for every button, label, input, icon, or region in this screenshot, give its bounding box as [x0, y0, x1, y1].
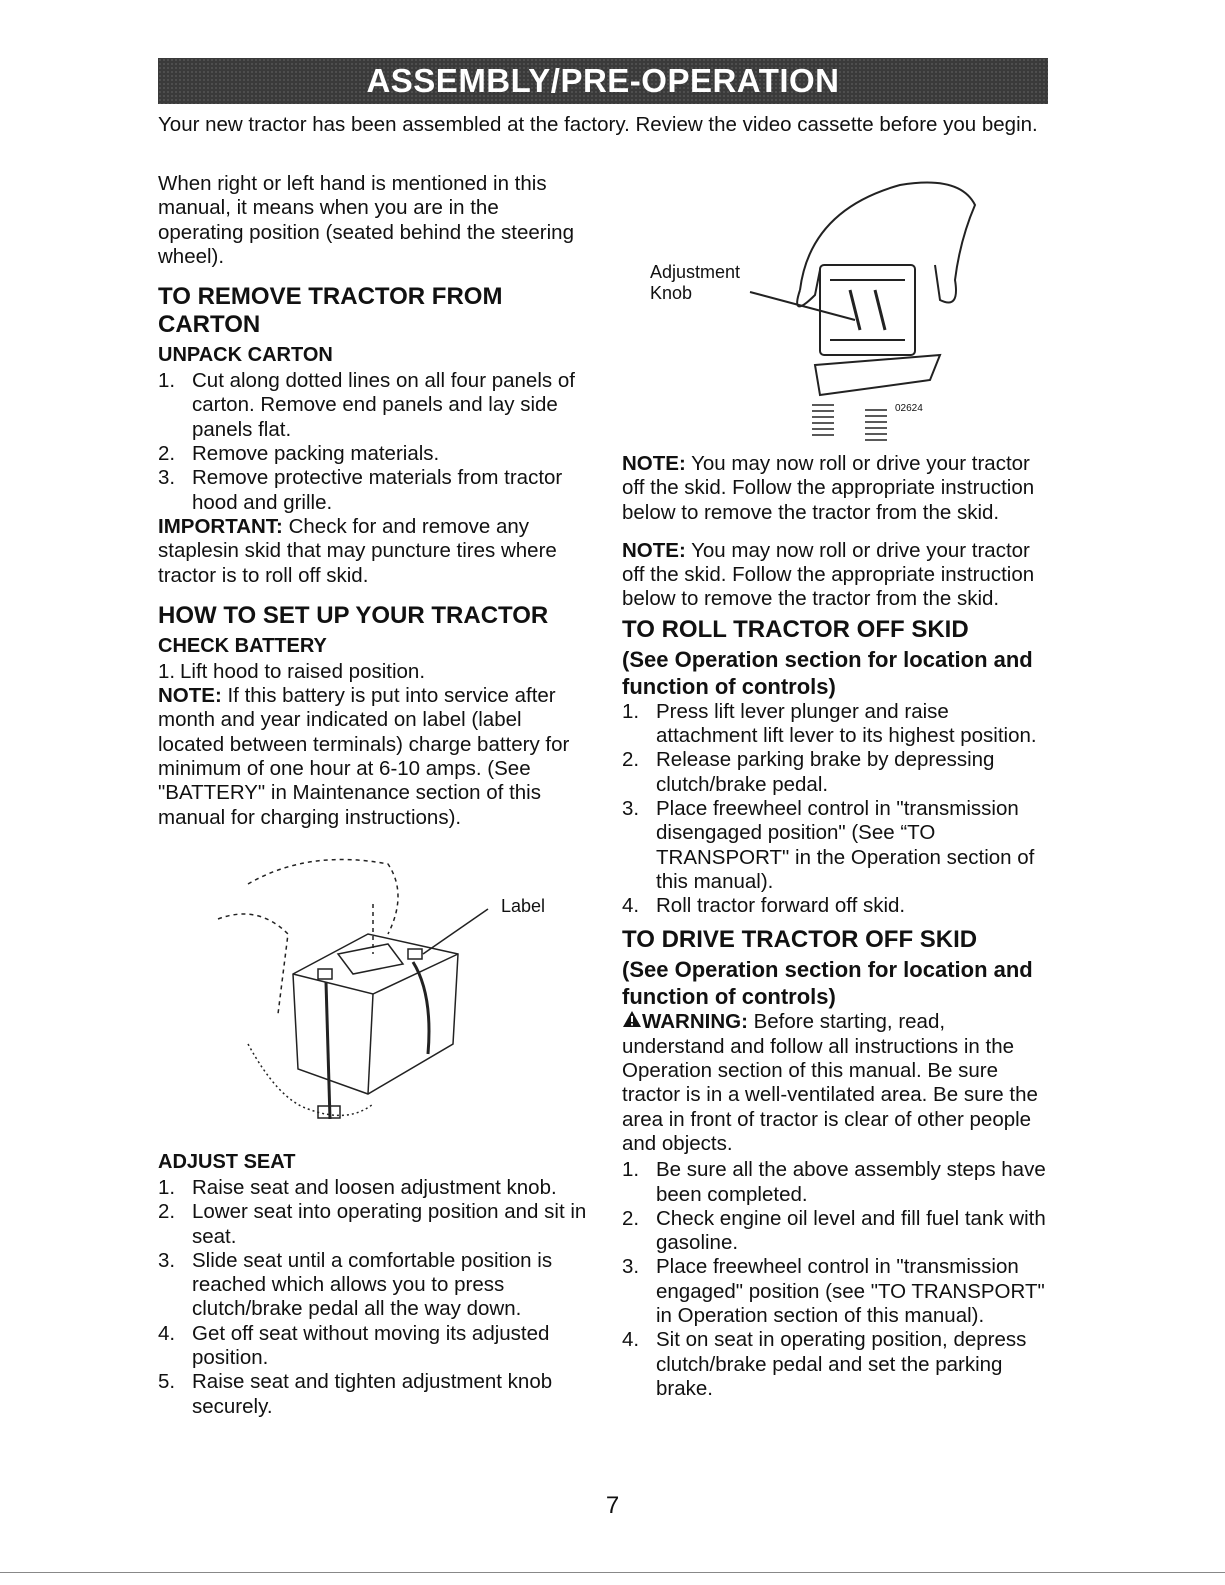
list-item: 3. Remove protective materials from tractor hood and grille. [158, 466, 563, 514]
warning-text: Before starting, read, understand and follow all instructions in the Operation section of this manual. Be sure tractor is in a well-ventilated area. Be sure the area in front of tractor is clear of other people and objects. [622, 1010, 1038, 1155]
note-text: You may now roll or drive your tractor off the skid. Follow the appropriate instruction below to remove the tractor from the skid. [622, 538, 1035, 611]
battery-label-callout: Label [501, 895, 546, 916]
setup-heading: HOW TO SET UP YOUR TRACTOR [158, 601, 549, 629]
warning [622, 1010, 1052, 1156]
figure-code: 02624 [895, 403, 923, 414]
remove-heading: TO REMOVE TRACTOR FROM CARTON [158, 283, 503, 339]
battery-note-label: NOTE: [158, 684, 222, 708]
important-note [158, 515, 588, 588]
note-text: You may now roll or drive your tractor off the skid. Follow the appropriate instruction below to remove the tractor from the skid. [622, 452, 1035, 524]
list-item: 2. Release parking brake by depressing clutch/brake pedal. [622, 748, 995, 796]
list-item: 2. Remove packing materials. [158, 442, 440, 466]
list-item: 3. Place freewheel control in "transmission engaged" position (see "TO TRANSPORT" in Operation section of this manual). [622, 1255, 1045, 1328]
list-item: 4. Roll tractor forward off skid. [622, 894, 906, 918]
list-item: 2. Check engine oil level and fill fuel tank with gasoline. [622, 1206, 1046, 1255]
list-item: 1. Cut along dotted lines on all four panels of carton. Remove end panels and lay side panels flat. [158, 369, 575, 441]
note-1 [622, 452, 1052, 525]
roll-steps [622, 700, 1052, 919]
drive-steps [622, 1158, 1052, 1401]
warning-label: WARNING: [642, 1010, 748, 1034]
drive-heading: TO DRIVE TRACTOR OFF SKID [622, 926, 978, 954]
battery-heading: CHECK BATTERY [158, 634, 327, 657]
seat-illustration [640, 170, 1000, 450]
list-item: 1. Lift hood to raised position. [158, 659, 426, 683]
roll-subheading: (See Operation section for location and function of controls) [622, 646, 1033, 699]
adjustment-label: Adjustment [650, 262, 741, 282]
page-title: ASSEMBLY/PRE-OPERATION [366, 62, 840, 99]
unpack-steps [158, 369, 588, 515]
warning-icon [622, 1010, 642, 1028]
left-column [158, 172, 588, 1427]
note-label: NOTE: [622, 452, 686, 475]
list-item: 4. Get off seat without moving its adjusted position. [158, 1321, 550, 1370]
battery-drawing [158, 844, 588, 1144]
list-item: 1. Be sure all the above assembly steps have been completed. [622, 1158, 1046, 1206]
battery-steps [158, 660, 588, 684]
list-item: 4. Sit on seat in operating position, depress clutch/brake pedal and set the parking brake. [622, 1328, 1027, 1400]
bottom-rule [0, 1572, 1225, 1573]
drive-subheading: (See Operation section for location and function of controls) [622, 957, 1033, 1010]
roll-heading: TO ROLL TRACTOR OFF SKID [622, 615, 969, 643]
list-item: 1. Press lift lever plunger and raise attachment lift lever to its highest position. [622, 699, 1037, 748]
list-item: 3. Place freewheel control in "transmission disengaged position" (See “TO TRANSPORT" in the Operation section of this manual). [622, 796, 1035, 893]
battery-note [158, 684, 588, 830]
seat-drawing [640, 170, 1000, 450]
knob-label: Knob [650, 283, 693, 303]
note-label: NOTE: [622, 538, 686, 562]
unpack-heading: UNPACK CARTON [158, 344, 333, 367]
note-2 [622, 539, 1052, 612]
list-item: 3. Slide seat until a comfortable position is reached which allows you to press clutch/brake pedal all the way down. [158, 1248, 553, 1321]
list-item: 2. Lower seat into operating position and sit in seat. [158, 1200, 587, 1248]
hand-note: When right or left hand is mentioned in this manual, it means when you are in the operating position (seated behind the steering wheel). [158, 172, 574, 268]
intro-text: Your new tractor has been assembled at the factory. Review the video cassette before you begin. [158, 113, 1038, 136]
important-text: Check for and remove any staplesin skid that may puncture tires where tractor is to roll off skid. [158, 514, 557, 587]
battery-illustration [158, 844, 588, 1144]
battery-note-text: If this battery is put into service after month and year indicated on label (label located between terminals) charge battery for minimum of one hour at 6-10 amps. (See "BATTERY" in Maintenance section of this manual for charging instructions). [158, 684, 570, 829]
section-banner [158, 58, 1048, 104]
list-item: 5. Raise seat and tighten adjustment knob securely. [158, 1370, 553, 1418]
seat-heading: ADJUST SEAT [158, 1150, 296, 1173]
list-item: 1. Raise seat and loosen adjustment knob. [158, 1175, 557, 1199]
important-label: IMPORTANT: [158, 514, 283, 538]
seat-steps [158, 1176, 588, 1419]
page-number: 7 [605, 1492, 620, 1519]
right-column [622, 452, 1052, 1409]
